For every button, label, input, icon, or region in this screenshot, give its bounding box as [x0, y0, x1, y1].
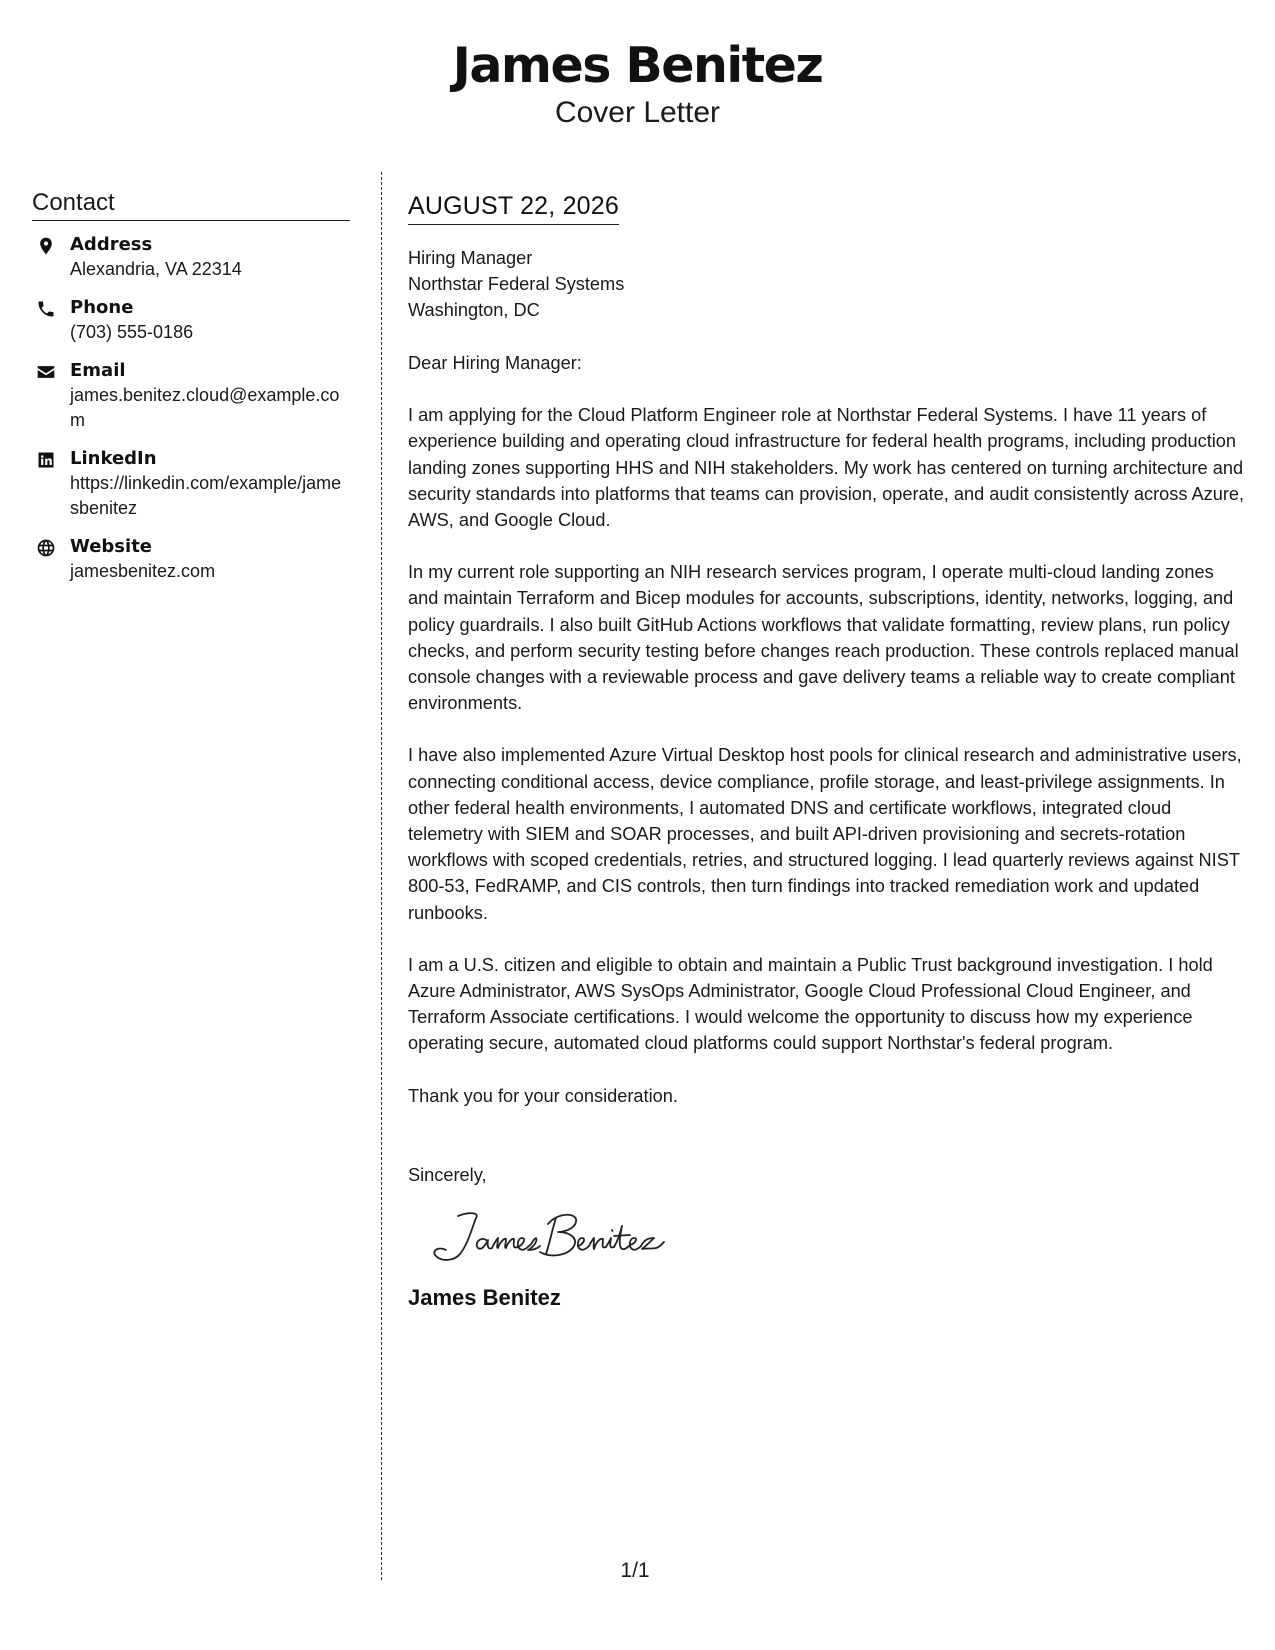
email-link[interactable]: james.benitez.cloud@example.com [70, 385, 340, 430]
phone-icon [34, 298, 58, 320]
contact-value: (703) 555-0186 [70, 322, 194, 342]
page-header [0, 36, 1275, 130]
signer-name: James Benitez [408, 1285, 561, 1311]
signature [428, 1204, 1248, 1274]
contact-item-phone [32, 296, 350, 345]
contact-label: Website [70, 536, 153, 557]
page-number: 1/1 [620, 1559, 650, 1582]
recipient-block [408, 245, 1248, 323]
website-link[interactable]: jamesbenitez.com [70, 561, 216, 581]
contact-item-linkedin [32, 447, 350, 521]
recipient-line: Washington, DC [408, 300, 540, 320]
signature-image [428, 1204, 668, 1270]
contact-item-website [32, 535, 350, 584]
linkedin-icon [34, 449, 58, 471]
recipient-line: Northstar Federal Systems [408, 274, 625, 294]
contact-value: Alexandria, VA 22314 [70, 259, 242, 279]
contact-label: Phone [70, 297, 134, 318]
closing: Sincerely, [408, 1164, 487, 1185]
recipient-line: Hiring Manager [408, 248, 533, 268]
date-block [408, 190, 619, 225]
envelope-icon [34, 361, 58, 383]
globe-icon [34, 537, 58, 559]
letter-paragraph: I am a U.S. citizen and eligible to obtain and maintain a Public Trust background investigation. I hold Azure Administrator, AWS SysOps Administrator, Google Cloud Professional Cloud Engineer, and Terraform Associate certifications. I would welcome the opportunity to discuss how my experience operating secure, automated cloud platforms could support Northstar's federal program. [408, 954, 1213, 1054]
contact-item-email [32, 359, 350, 433]
letter-paragraph: In my current role supporting an NIH research services program, I operate multi-cloud landing zones and maintain Terraform and Bicep modules for accounts, subscriptions, identity, networks, logging, and policy guardrails. I also built GitHub Actions workflows that validate formatting, review plans, run policy checks, and perform security testing before changes reach production. These controls replaced manual console changes with a reviewable process and gave delivery teams a reliable way to create compliant environments. [408, 562, 1239, 714]
contact-label: Email [70, 360, 126, 381]
map-pin-icon [34, 235, 58, 257]
letter-paragraph: I am applying for the Cloud Platform Engineer role at Northstar Federal Systems. I have 11 years of experience building and operating cloud infrastructure for federal health programs, including production landing zones supporting HHS and NIH stakeholders. My work has centered on turning architecture and security standards into platforms that teams can provision, operate, and audit consistently across Azure, AWS, and Google Cloud. [408, 405, 1245, 531]
contact-label: LinkedIn [70, 448, 157, 469]
letter-body [408, 190, 1248, 1312]
document-subtitle: Cover Letter [554, 96, 721, 129]
contact-sidebar [32, 188, 350, 598]
contact-section-title: Contact [32, 188, 350, 221]
letter-paragraph: I have also implemented Azure Virtual Desktop host pools for clinical research and administrative users, connecting conditional access, device compliance, profile storage, and least-privilege assignments. In other federal health environments, I automated DNS and certificate workflows, integrated cloud telemetry with SIEM and SOAR processes, and built API-driven provisioning and secrets-rotation workflows with scoped credentials, retries, and structured logging. I lead quarterly reviews against NIST 800-53, FedRAMP, and CIS controls, then turn findings into tracked remediation work and updated runbooks. [408, 745, 1242, 923]
letter-date: AUGUST 22, 2026 [408, 192, 619, 220]
applicant-name: James Benitez [452, 37, 823, 94]
column-divider [381, 172, 382, 1580]
letter-paragraph: Thank you for your consideration. [408, 1085, 678, 1106]
contact-label: Address [70, 234, 153, 255]
linkedin-link[interactable]: https://linkedin.com/example/jamesbenitez [70, 473, 342, 518]
salutation: Dear Hiring Manager: [408, 353, 582, 373]
contact-item-address [32, 233, 350, 282]
